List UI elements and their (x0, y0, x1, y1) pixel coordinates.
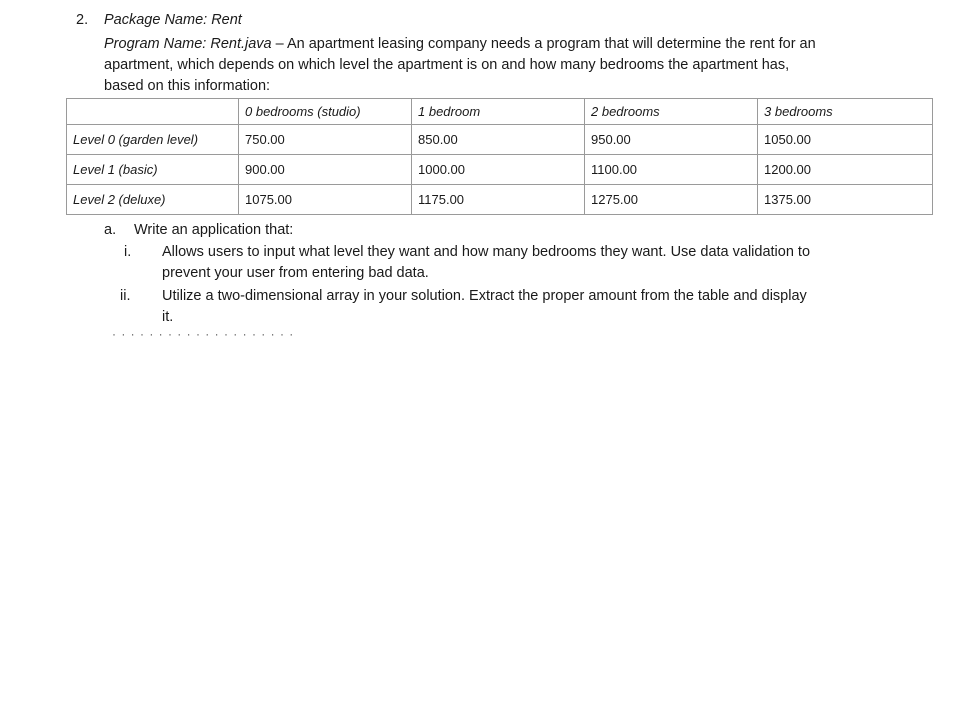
rent-cell: 1000.00 (412, 155, 585, 185)
rent-cell: 900.00 (239, 155, 412, 185)
rent-cell: 750.00 (239, 125, 412, 155)
column-header: 1 bedroom (412, 99, 585, 125)
rent-cell: 1275.00 (585, 185, 758, 215)
program-description-3: based on this information: (104, 78, 271, 94)
program-description-1: – An apartment leasing company needs a program that will determine the rent for an (271, 36, 816, 52)
task-ii-text-2: it. (162, 309, 174, 325)
rent-cell: 1375.00 (758, 185, 933, 215)
table-row (67, 185, 933, 215)
row-header: Level 0 (garden level) (67, 125, 239, 155)
table-header-row (67, 99, 933, 125)
task-i-text-2: prevent your user from entering bad data. (162, 265, 429, 281)
task-a-text: Write an application that: (134, 222, 294, 238)
task-ii-marker: ii. (120, 288, 131, 304)
program-name-line (104, 34, 816, 54)
rent-cell: 1200.00 (758, 155, 933, 185)
table-row (67, 125, 933, 155)
rent-cell: 1100.00 (585, 155, 758, 185)
rent-cell: 1175.00 (412, 185, 585, 215)
task-ii-text-1: Utilize a two-dimensional array in your solution. Extract the proper amount from the table and display (162, 288, 807, 304)
row-header: Level 2 (deluxe) (67, 185, 239, 215)
row-header: Level 1 (basic) (67, 155, 239, 185)
task-i-marker: i. (124, 244, 132, 260)
column-header: 0 bedrooms (studio) (239, 99, 412, 125)
table-row (67, 155, 933, 185)
table-corner-cell (67, 99, 239, 125)
cropped-text-fragment: · · · · · · · · · · · · · · · · · · · · (112, 327, 295, 341)
column-header: 3 bedrooms (758, 99, 933, 125)
rent-cell: 950.00 (585, 125, 758, 155)
package-name-line: Package Name: Rent (104, 12, 242, 28)
rent-cell: 1075.00 (239, 185, 412, 215)
program-name-label: Program Name: Rent.java (104, 36, 272, 52)
column-header: 2 bedrooms (585, 99, 758, 125)
rent-table (66, 98, 933, 215)
task-i-text-1: Allows users to input what level they want and how many bedrooms they want. Use data validation to (162, 244, 811, 260)
task-a-marker: a. (104, 222, 117, 238)
program-description-2: apartment, which depends on which level the apartment is on and how many bedrooms the apartment has, (104, 57, 790, 73)
rent-cell: 1050.00 (758, 125, 933, 155)
rent-cell: 850.00 (412, 125, 585, 155)
question-number: 2. (76, 12, 89, 28)
